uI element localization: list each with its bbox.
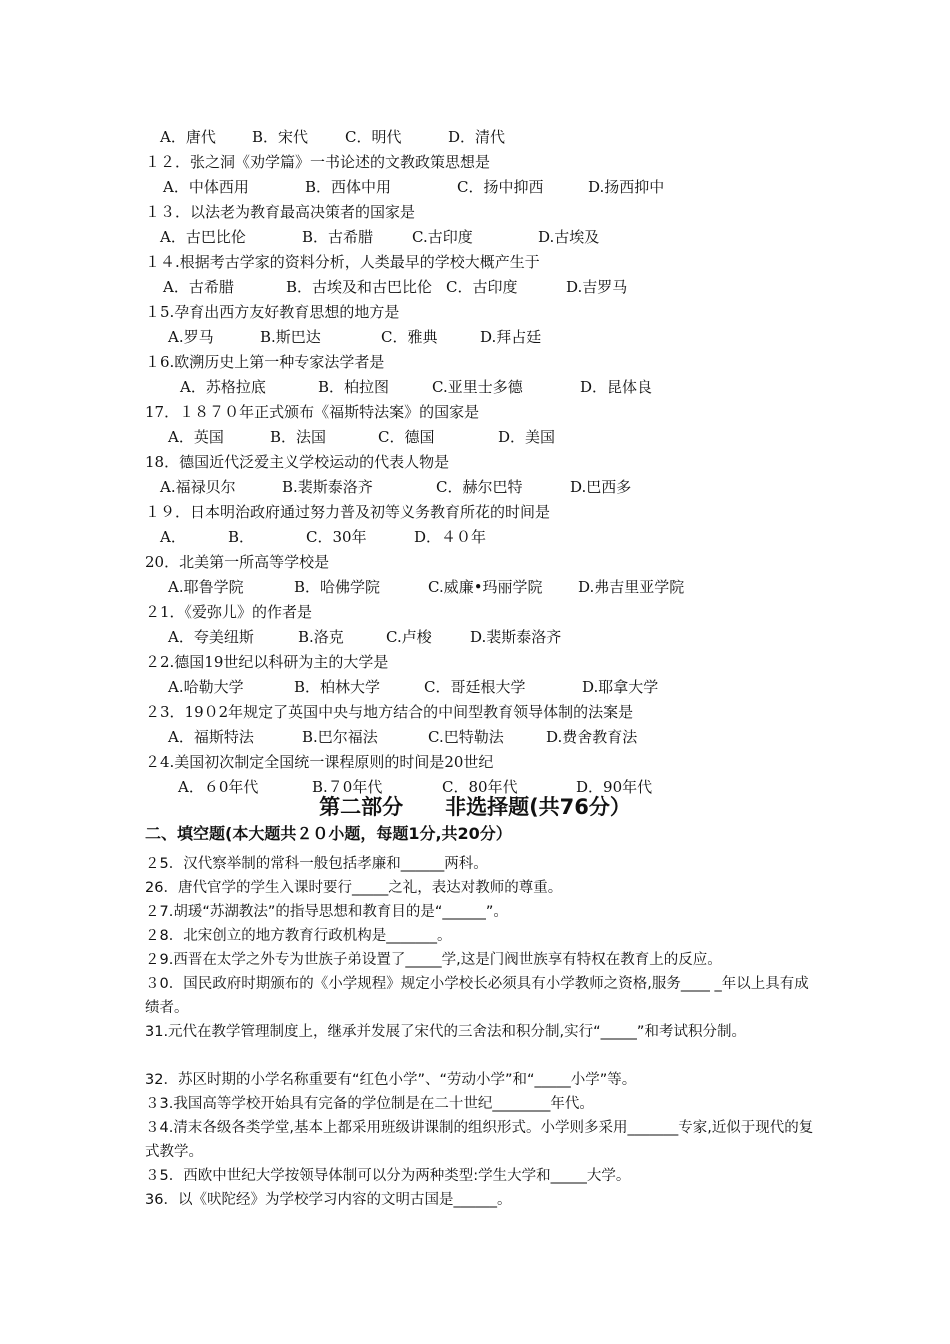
answer-option: A．古希腊 — [163, 278, 234, 296]
answer-option: C.卢梭 — [386, 628, 432, 646]
answer-option: B.洛克 — [298, 628, 344, 646]
answer-option: C.威廉•玛丽学院 — [428, 578, 543, 596]
answer-option: C.亚里士多德 — [432, 378, 523, 396]
answer-option: D.古埃及 — [538, 228, 600, 246]
answer-option: C.巴特勒法 — [428, 728, 504, 746]
question-stem: ２1．《爱弥儿》的作者是 — [145, 603, 313, 621]
answer-option: A．６0年代 — [178, 778, 259, 796]
fill-blank-question: ３5．西欧中世纪大学按领导体制可以分为两种类型:学生大学和_____大学。 — [145, 1168, 631, 1184]
question-stem: １２．张之洞《劝学篇》一书论述的文教政策思想是 — [145, 153, 491, 171]
question-stem: １４.根据考古学家的资料分析，人类最早的学校大概产生于 — [145, 253, 540, 271]
answer-option: D.裴斯泰洛齐 — [470, 628, 562, 646]
answer-option: A．唐代 — [160, 128, 216, 146]
answer-option: B．西体中用 — [305, 178, 392, 196]
question-stem: ２4.美国初次制定全国统一课程原则的时间是20世纪 — [145, 753, 494, 771]
answer-option: A.福禄贝尔 — [160, 478, 236, 496]
answer-option: D．清代 — [448, 128, 506, 146]
answer-option: B． — [228, 528, 255, 546]
answer-option: A． — [160, 528, 186, 546]
fill-blank-question: ２8．北宋创立的地方教育行政机构是_______。 — [145, 928, 452, 944]
answer-option: D.弗吉里亚学院 — [578, 578, 685, 596]
fill-blank-question: ３4.清末各级各类学堂,基本上都采用班级讲课制的组织形式。小学则多采用_______专家,近似于现代的复式教学。 — [145, 1120, 814, 1160]
answer-option: D.费舍教育法 — [546, 728, 638, 746]
answer-option: B．宋代 — [252, 128, 309, 146]
fill-blank-question: ２7.胡瑗“苏湖教法”的指导思想和教育目的是“______”。 — [145, 904, 508, 920]
question-stem: 17．１８７０年正式颁布《福斯特法案》的国家是 — [145, 403, 480, 421]
fill-blank-question: 32．苏区时期的小学名称重要有“红色小学”、“劳动小学”和“_____小学”等。 — [145, 1072, 637, 1088]
answer-option: A．古巴比伦 — [160, 228, 246, 246]
answer-option: C．扬中抑西 — [457, 178, 544, 196]
answer-option: C．哥廷根大学 — [424, 678, 526, 696]
fill-blank-section-title: 二、填空题(本大题共２０小题，每题1分,共20分） — [145, 824, 512, 843]
answer-option: B．古埃及和古巴比伦 — [286, 278, 433, 296]
answer-option: D.吉罗马 — [566, 278, 628, 296]
answer-option: C．赫尔巴特 — [436, 478, 523, 496]
fill-blank-question: ２9.西晋在太学之外专为世族子弟设置了_____学,这是门阀世族享有特权在教育上的反应。 — [145, 952, 722, 968]
fill-blank-question: 26．唐代官学的学生入课时要行_____之礼，表达对教师的尊重。 — [145, 880, 563, 896]
answer-option: C.古印度 — [412, 228, 473, 246]
answer-option: D．４０年 — [414, 528, 487, 546]
fill-blank-question: ２5．汉代察举制的常科一般包括孝廉和______两科。 — [145, 856, 488, 872]
question-stem: １３．以法老为教育最高决策者的国家是 — [145, 203, 416, 221]
answer-option: D.巴西多 — [570, 478, 632, 496]
question-stem: １９．日本明治政府通过努力普及初等义务教育所花的时间是 — [145, 503, 551, 521]
answer-option: A．中体西用 — [163, 178, 249, 196]
answer-option: D.扬西抑中 — [588, 178, 665, 196]
answer-option: A.耶鲁学院 — [168, 578, 244, 596]
answer-option: B.裴斯泰洛齐 — [282, 478, 373, 496]
answer-option: B．法国 — [270, 428, 327, 446]
answer-option: C．30年 — [306, 528, 367, 546]
answer-option: D．90年代 — [576, 778, 653, 796]
question-stem: ２2.德国19世纪以科研为主的大学是 — [145, 653, 389, 671]
answer-option: A．夸美纽斯 — [168, 628, 254, 646]
answer-option: A．英国 — [168, 428, 224, 446]
answer-option: A．福斯特法 — [168, 728, 254, 746]
question-stem: １5.孕育出西方友好教育思想的地方是 — [145, 303, 400, 321]
answer-option: C．德国 — [378, 428, 435, 446]
answer-option: D．美国 — [498, 428, 556, 446]
fill-blank-question: 36．以《吠陀经》为学校学习内容的文明古国是______。 — [145, 1192, 512, 1208]
answer-option: A．苏格拉底 — [180, 378, 266, 396]
question-stem: 18．德国近代泛爱主义学校运动的代表人物是 — [145, 453, 450, 471]
answer-option: B．哈佛学院 — [294, 578, 381, 596]
answer-option: A.罗马 — [168, 328, 214, 346]
question-stem: 20．北美第一所高等学校是 — [145, 553, 330, 571]
answer-option: C．雅典 — [381, 328, 438, 346]
question-stem: １6.欧溯历史上第一种专家法学者是 — [145, 353, 385, 371]
answer-option: D.耶拿大学 — [582, 678, 659, 696]
answer-option: B．柏林大学 — [294, 678, 381, 696]
fill-blank-question: 31.元代在教学管理制度上，继承并发展了宋代的三舍法和积分制,实行“_____”和考试积分制。 — [145, 1024, 746, 1040]
answer-option: B.７0年代 — [312, 778, 383, 796]
answer-option: B.斯巴达 — [260, 328, 321, 346]
answer-option: A.哈勒大学 — [168, 678, 244, 696]
answer-option: D.拜占廷 — [480, 328, 542, 346]
answer-option: D．昆体良 — [580, 378, 653, 396]
answer-option: C．80年代 — [442, 778, 518, 796]
question-stem: ２3．19０2年规定了英国中央与地方结合的中间型教育领导体制的法案是 — [145, 703, 634, 721]
fill-blank-question: ３0．国民政府时期颁布的《小学规程》规定小学校长必须具有小学教师之资格,服务____ _年以上具有成绩者。 — [145, 976, 809, 1016]
answer-option: B.巴尔福法 — [302, 728, 378, 746]
part-two-heading: 第二部分 非选择题(共76分） — [319, 795, 631, 819]
fill-blank-question: ３3.我国高等学校开始具有完备的学位制是在二十世纪________年代。 — [145, 1096, 594, 1112]
answer-option: B．古希腊 — [302, 228, 374, 246]
answer-option: B．柏拉图 — [318, 378, 390, 396]
answer-option: C．明代 — [345, 128, 402, 146]
answer-option: C．古印度 — [446, 278, 518, 296]
